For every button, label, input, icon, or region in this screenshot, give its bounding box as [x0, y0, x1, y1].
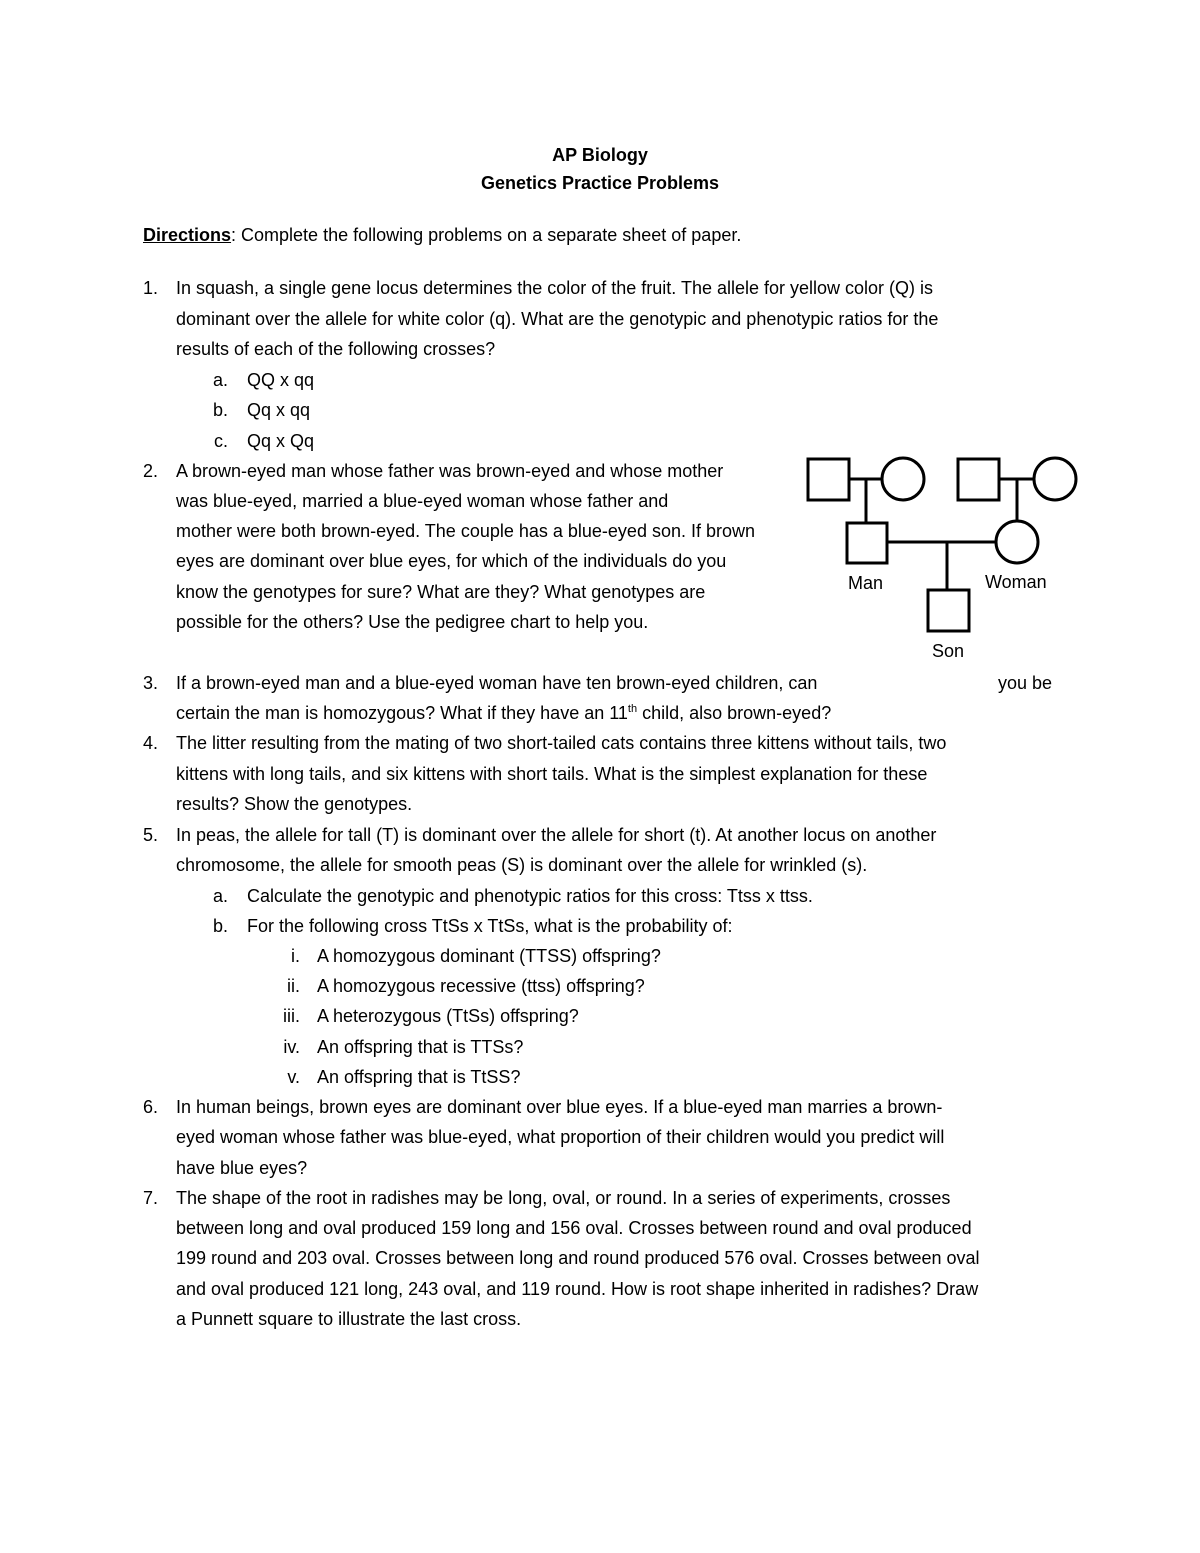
q1b-label: b. [212, 400, 228, 420]
q3-line2-b: child, also brown-eyed? [637, 703, 832, 723]
q7-line: and oval produced 121 long, 243 oval, and 119 round. How is root shape inherited in radishes? Draw [176, 1279, 979, 1299]
pedigree-son [928, 590, 969, 631]
directions-label: Directions [143, 225, 232, 245]
q1-number: 1. [142, 278, 158, 298]
q5-line: In peas, the allele for tall (T) is dominant over the allele for short (t). At another locus on another [176, 825, 937, 845]
q5b-i-text: A homozygous dominant (TTSS) offspring? [317, 946, 661, 966]
q6-number: 6. [142, 1097, 158, 1117]
directions-text: : Complete the following problems on a separate sheet of paper. [231, 225, 742, 245]
q5b-ii-text: A homozygous recessive (ttss) offspring? [317, 976, 645, 996]
q5a-label: a. [212, 886, 228, 906]
q5-number: 5. [142, 825, 158, 845]
q3-line [176, 704, 831, 722]
q1-line: dominant over the allele for white color (q). What are the genotypic and phenotypic ratios for the [176, 309, 939, 329]
q4-number: 4. [142, 733, 158, 753]
q5b-iv-text: An offspring that is TTSs? [317, 1037, 524, 1057]
q5b-text: For the following cross TtSs x TtSs, what is the probability of: [247, 916, 733, 936]
q7-line: between long and oval produced 159 long and 156 oval. Crosses between round and oval produced [176, 1218, 972, 1238]
q1a-label: a. [212, 370, 228, 390]
q2-number: 2. [142, 461, 158, 481]
q3-superscript: th [627, 703, 638, 715]
q6-line: In human beings, brown eyes are dominant over blue eyes. If a blue-eyed man marries a brown- [176, 1097, 943, 1117]
q4-line: kittens with long tails, and six kittens with short tails. What is the simplest explanation for these [176, 764, 928, 784]
pedigree-label-son: Son [932, 641, 965, 661]
q3-line: If a brown-eyed man and a blue-eyed woman have ten brown-eyed children, can [176, 673, 818, 693]
q2-line: eyes are dominant over blue eyes, for which of the individuals do you [176, 551, 727, 571]
q5b-iii-text: A heterozygous (TtSs) offspring? [317, 1006, 579, 1026]
q4-line: The litter resulting from the mating of two short-tailed cats contains three kittens without tails, two [176, 733, 947, 753]
q7-number: 7. [142, 1188, 158, 1208]
pedigree-grandmother-maternal [1034, 458, 1076, 500]
q1b-text: Qq x qq [247, 400, 311, 420]
pedigree-woman [996, 521, 1038, 563]
course-title: AP Biology [552, 145, 648, 165]
pedigree-label-woman: Woman [985, 572, 1047, 592]
q5-line: chromosome, the allele for smooth peas (S) is dominant over the allele for wrinkled (s). [176, 855, 868, 875]
pedigree-man [847, 523, 887, 563]
q1a-text: QQ x qq [247, 370, 315, 390]
q2-line: A brown-eyed man whose father was brown-eyed and whose mother [176, 461, 724, 481]
q5b-v-text: An offspring that is TtSS? [317, 1067, 521, 1087]
q6-line: eyed woman whose father was blue-eyed, what proportion of their children would you predict will [176, 1127, 945, 1147]
q7-line: The shape of the root in radishes may be long, oval, or round. In a series of experiments, crosses [176, 1188, 951, 1208]
q6-line: have blue eyes? [176, 1158, 308, 1178]
q5b-i-label: i. [291, 946, 300, 966]
pedigree-grandfather-maternal [958, 459, 999, 500]
pedigree-grandmother-paternal [882, 458, 924, 500]
q5b-iii-label: iii. [283, 1006, 300, 1026]
q1c-text: Qq x Qq [247, 431, 315, 451]
q3-line-end: you be [998, 673, 1053, 693]
pedigree-label-man: Man [848, 573, 884, 593]
q2-line: know the genotypes for sure? What are they? What genotypes are [176, 582, 706, 602]
q1-line: In squash, a single gene locus determines the color of the fruit. The allele for yellow color (Q) is [176, 278, 934, 298]
q1-line: results of each of the following crosses? [176, 339, 496, 359]
q5b-label: b. [212, 916, 228, 936]
q5b-ii-label: ii. [287, 976, 300, 996]
q5b-iv-label: iv. [283, 1037, 300, 1057]
q4-line: results? Show the genotypes. [176, 794, 413, 814]
q2-line: possible for the others? Use the pedigree chart to help you. [176, 612, 649, 632]
q2-line: was blue-eyed, married a blue-eyed woman whose father and [176, 491, 669, 511]
q3-number: 3. [142, 673, 158, 693]
q2-line: mother were both brown-eyed. The couple has a blue-eyed son. If brown [176, 521, 756, 541]
pedigree-grandfather-paternal [808, 459, 849, 500]
page-title: Genetics Practice Problems [480, 173, 720, 193]
q7-line: 199 round and 203 oval. Crosses between long and round produced 576 oval. Crosses between oval [176, 1248, 980, 1268]
q5a-text: Calculate the genotypic and phenotypic ratios for this cross: Ttss x ttss. [247, 886, 813, 906]
q3-line2-a: certain the man is homozygous? What if they have an 11 [176, 703, 628, 723]
q1c-label: c. [213, 431, 228, 451]
q7-line: a Punnett square to illustrate the last cross. [176, 1309, 522, 1329]
q5b-v-label: v. [287, 1067, 300, 1087]
